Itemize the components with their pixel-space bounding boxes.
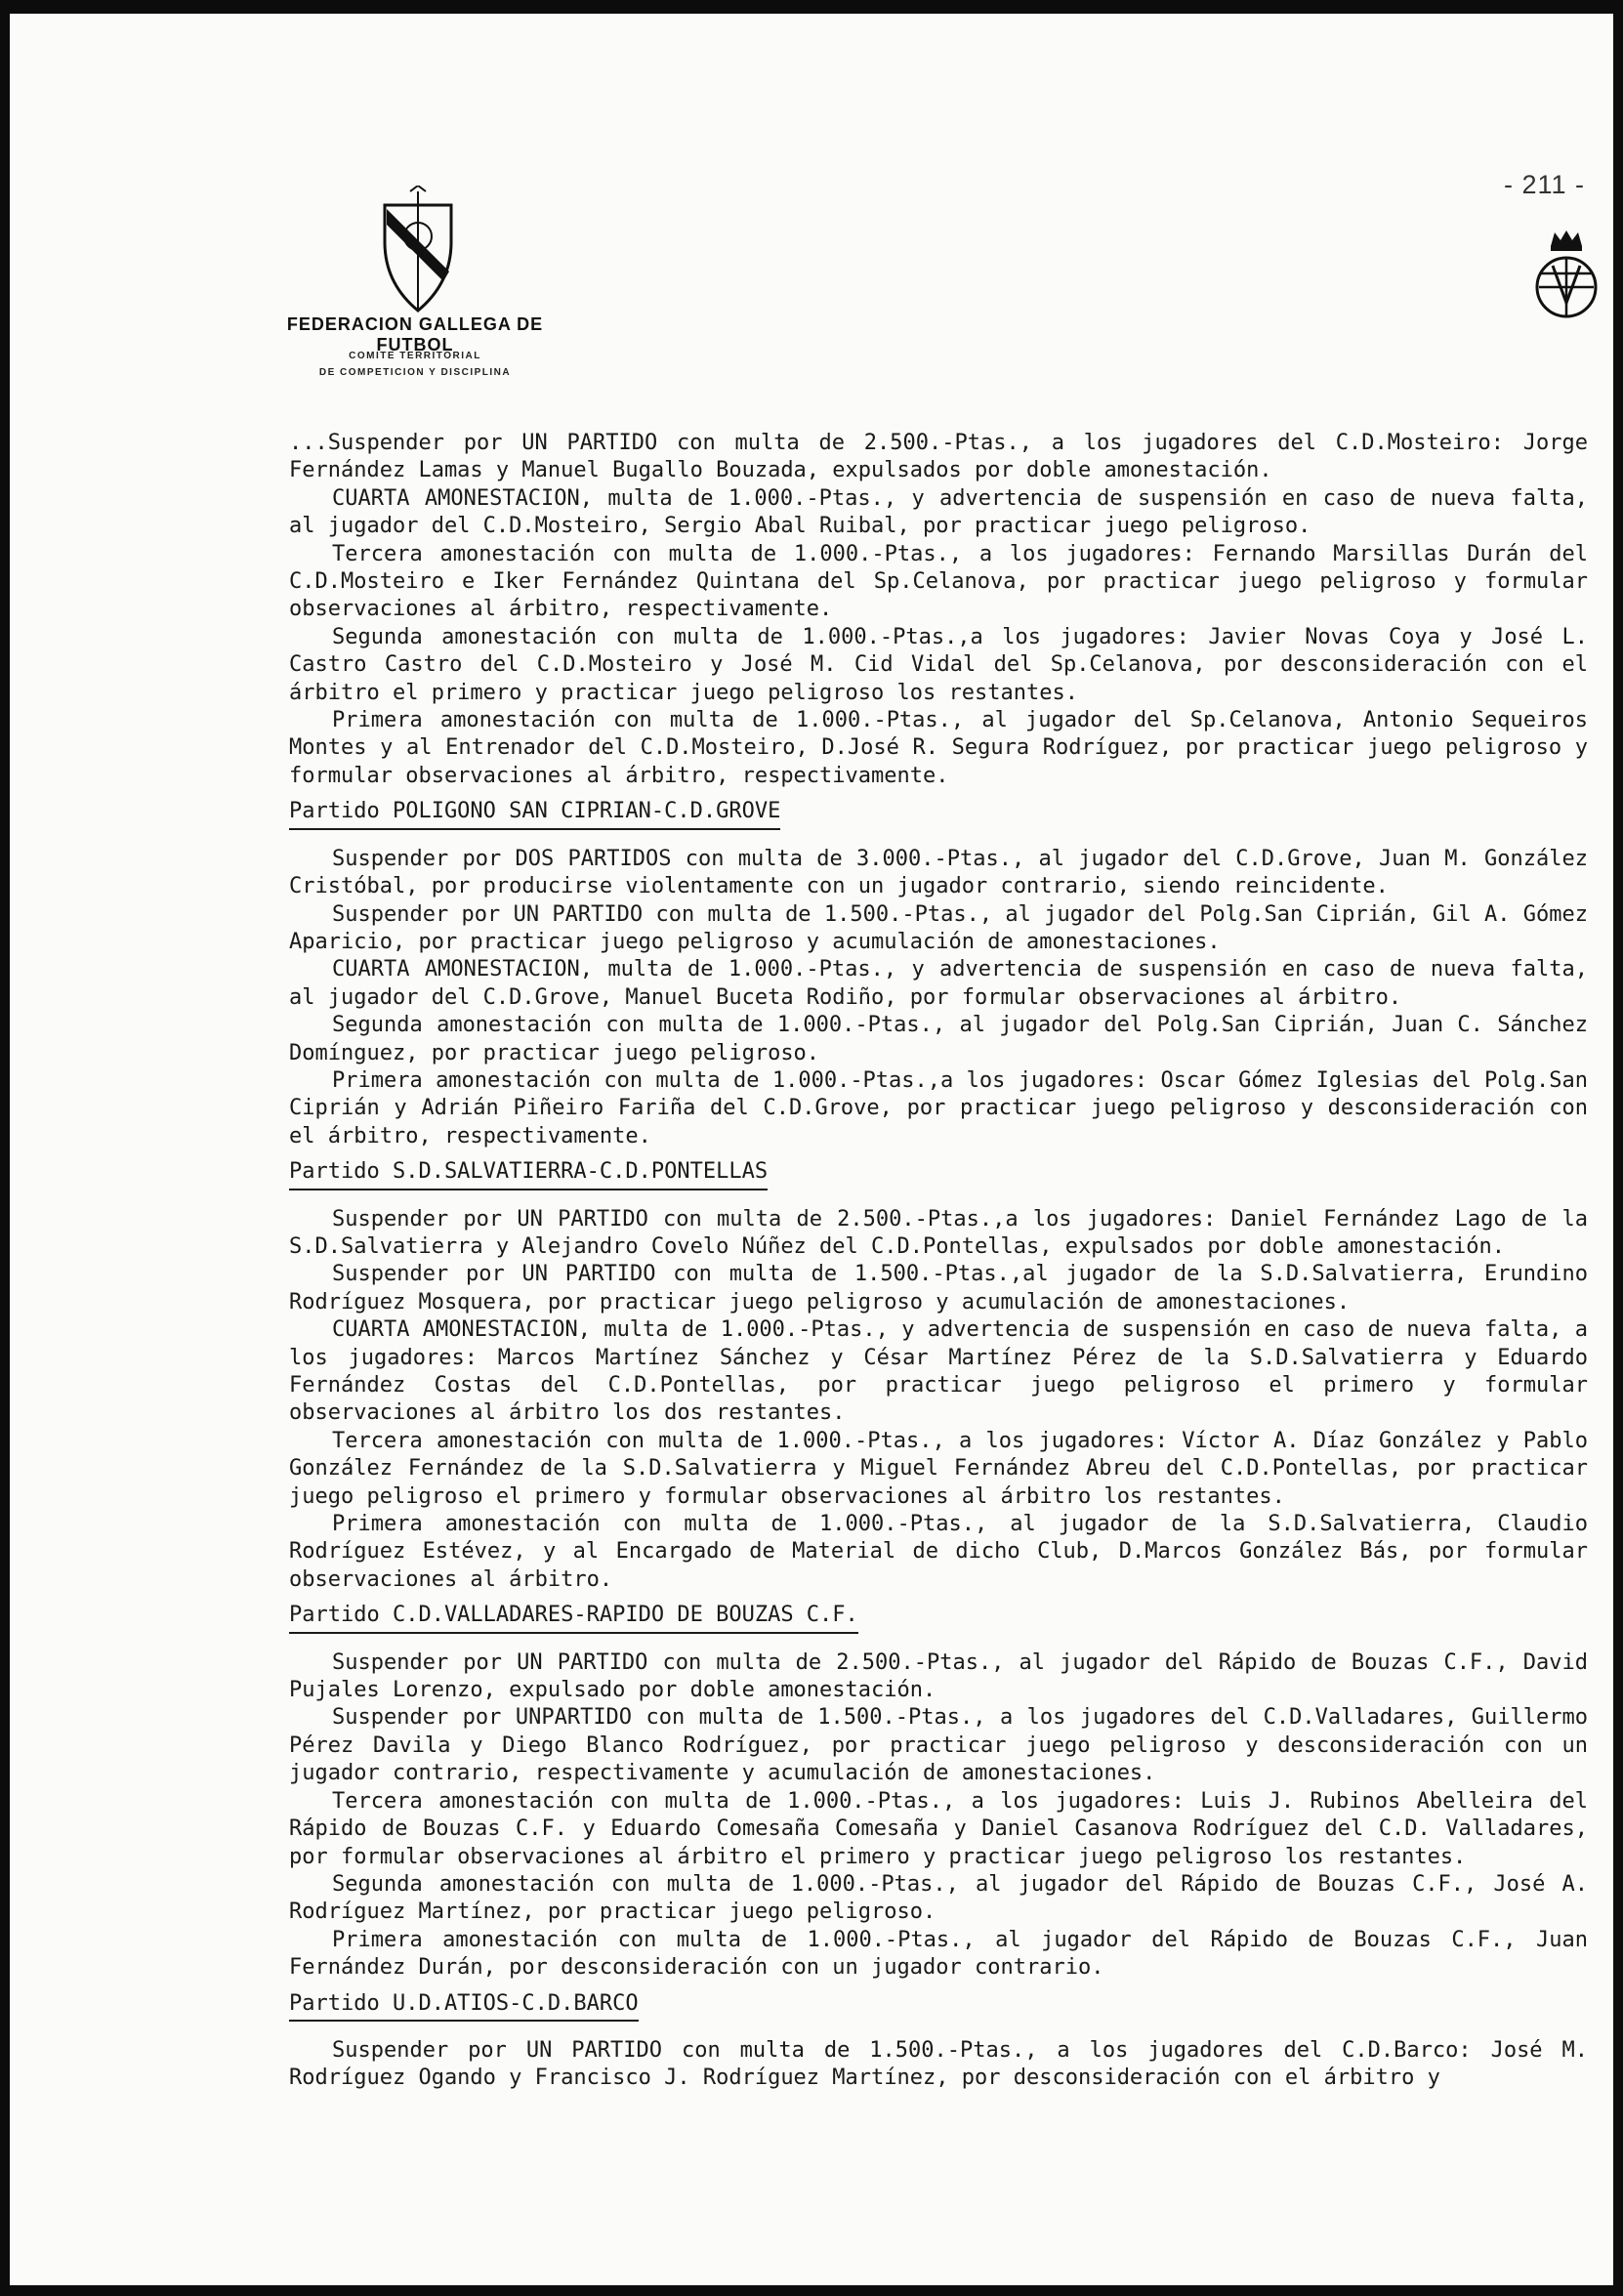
- committee-line-2: DE COMPETICION Y DISCIPLINA: [318, 367, 512, 378]
- page-number: - 211 -: [1504, 170, 1586, 199]
- paragraph: Suspender por UN PARTIDO con multa de 1.500.-Ptas.,al jugador de la S.D.Salvatierra, Erundino Rodríguez Mosquera, por practicar juego peligroso y acumulación de amonestaciones.: [289, 1262, 1588, 1315]
- document-body: [289, 430, 1588, 2093]
- federation-shield-logo: [379, 186, 457, 322]
- paragraph: Primera amonestación con multa de 1.000.-Ptas., al jugador del Sp.Celanova, Antonio Sequeiros Montes y al Entrenador del C.D.Mosteiro, D.José R. Segura Rodríguez, por practicar juego peligroso y formular observaciones al árbitro, respectivamente.: [289, 708, 1588, 788]
- paragraph: ...Suspender por UN PARTIDO con multa de 2.500.-Ptas., a los jugadores del C.D.Mosteiro: Jorge Fernández Lamas y Manuel Bugallo Bouzada, expulsados por doble amonestación.: [289, 431, 1588, 483]
- committee-line-1: COMITE TERRITORIAL: [349, 351, 481, 361]
- paragraph: Primera amonestación con multa de 1.000.-Ptas.,a los jugadores: Oscar Gómez Iglesias del Polg.San Ciprián y Adrián Piñeiro Fariña del C.D.Grove, por practicar juego peligroso y desconsideración con el árbitro, respectivamente.: [289, 1067, 1588, 1148]
- paragraph: Tercera amonestación con multa de 1.000.-Ptas., a los jugadores: Víctor A. Díaz González y Pablo González Fernández de la S.D.Salvatierra y Miguel Fernández Abreu del C.D.Pontellas, por practicar juego peligroso el primero y formular observaciones al árbitro los restantes.: [289, 1428, 1588, 1509]
- match-heading: Partido S.D.SALVATIERRA-C.D.PONTELLAS: [289, 1158, 768, 1190]
- paragraph: Suspender por UN PARTIDO con multa de 2.500.-Ptas., al jugador del Rápido de Bouzas C.F., David Pujales Lorenzo, expulsado por doble amonestación.: [289, 1649, 1588, 1703]
- paragraph: Suspender por UNPARTIDO con multa de 1.500.-Ptas., a los jugadores del C.D.Valladares, Guillermo Pérez Davila y Diego Blanco Rodríguez, por practicar juego peligroso y desconsideración con un jugador contrario, respectivamente y acumulación de amonestaciones.: [289, 1705, 1588, 1786]
- paragraph: Suspender por DOS PARTIDOS con multa de 3.000.-Ptas., al jugador del C.D.Grove, Juan M. González Cristóbal, por producirse violentamente con un jugador contrario, siendo reincidente.: [289, 846, 1588, 899]
- paragraph: CUARTA AMONESTACION, multa de 1.000.-Ptas., y advertencia de suspensión en caso de nueva falta, a los jugadores: Marcos Martínez Sánchez y César Martínez Pérez de la S.D.Salvatierra y Eduardo Fernández Costas del C.D.Pontellas, por practicar juego peligroso el primero y formular observaciones al árbitro los dos restantes.: [289, 1317, 1588, 1426]
- document-page: [10, 14, 1613, 2285]
- match-section: [289, 1983, 1588, 2093]
- paragraph: Tercera amonestación con multa de 1.000.-Ptas., a los jugadores: Luis J. Rubinos Abelleira del Rápido de Bouzas C.F. y Eduardo Comesaña Comesaña y Daniel Casanova Rodríguez del C.D. Valladares, por formular observaciones al árbitro el primero y practicar juego peligroso los restantes.: [289, 1788, 1588, 1869]
- match-heading: Partido U.D.ATIOS-C.D.BARCO: [289, 1990, 639, 2022]
- paragraph: CUARTA AMONESTACION, multa de 1.000.-Ptas., y advertencia de suspensión en caso de nueva falta, al jugador del C.D.Mosteiro, Sergio Abal Ruibal, por practicar juego peligroso.: [289, 485, 1588, 539]
- paragraph: Primera amonestación con multa de 1.000.-Ptas., al jugador de la S.D.Salvatierra, Claudio Rodríguez Estévez, y al Encargado de Material de dicho Club, D.Marcos González Bás, por formular observaciones al árbitro.: [289, 1512, 1588, 1592]
- intro-block: [289, 430, 1588, 790]
- paragraph: Segunda amonestación con multa de 1.000.-Ptas.,a los jugadores: Javier Novas Coya y José L. Castro Castro del C.D.Mosteiro y José M. Cid Vidal del Sp.Celanova, por desconsideración con el árbitro el primero y practicar juego peligroso los restantes.: [289, 624, 1588, 705]
- match-section: [289, 790, 1588, 1150]
- match-section: [289, 1594, 1588, 1982]
- match-section: [289, 1150, 1588, 1594]
- paragraph: Suspender por UN PARTIDO con multa de 2.500.-Ptas.,a los jugadores: Daniel Fernández Lago de la S.D.Salvatierra y Alejandro Covelo Núñez del C.D.Pontellas, expulsados por doble amonestación.: [289, 1206, 1588, 1259]
- paragraph: Primera amonestación con multa de 1.000.-Ptas., al jugador del Rápido de Bouzas C.F., Juan Fernández Durán, por desconsideración con un jugador contrario.: [289, 1927, 1588, 1981]
- paragraph: CUARTA AMONESTACION, multa de 1.000.-Ptas., y advertencia de suspensión en caso de nueva falta, al jugador del C.D.Grove, Manuel Buceta Rodiño, por formular observaciones al árbitro.: [289, 957, 1588, 1010]
- paragraph: Suspender por UN PARTIDO con multa de 1.500.-Ptas., al jugador del Polg.San Ciprián, Gil A. Gómez Aparicio, por practicar juego peligroso y acumulación de amonestaciones.: [289, 901, 1588, 954]
- match-heading: Partido C.D.VALLADARES-RAPIDO DE BOUZAS C.F.: [289, 1602, 858, 1633]
- match-heading: Partido POLIGONO SAN CIPRIAN-C.D.GROVE: [289, 798, 780, 829]
- paragraph: Segunda amonestación con multa de 1.000.-Ptas., al jugador del Polg.San Ciprián, Juan C. Sánchez Domínguez, por practicar juego peligroso.: [289, 1013, 1588, 1065]
- organization-name: FEDERACION GALLEGA DE FUTBOL: [286, 314, 544, 355]
- paragraph: Tercera amonestación con multa de 1.000.-Ptas., a los jugadores: Fernando Marsillas Durán del C.D.Mosteiro e Iker Fernández Quintana del Sp.Celanova, por practicar juego peligroso y formular observaciones al árbitro, respectivamente.: [289, 541, 1588, 622]
- paragraph: Suspender por UN PARTIDO con multa de 1.500.-Ptas., a los jugadores del C.D.Barco: José M. Rodríguez Ogando y Francisco J. Rodríguez Martínez, por desconsideración con el árbitro y: [289, 2037, 1588, 2091]
- paragraph: Segunda amonestación con multa de 1.000.-Ptas., al jugador del Rápido de Bouzas C.F., José A. Rodríguez Martínez, por practicar juego peligroso.: [289, 1871, 1588, 1925]
- crowned-crest-logo: [1531, 227, 1602, 324]
